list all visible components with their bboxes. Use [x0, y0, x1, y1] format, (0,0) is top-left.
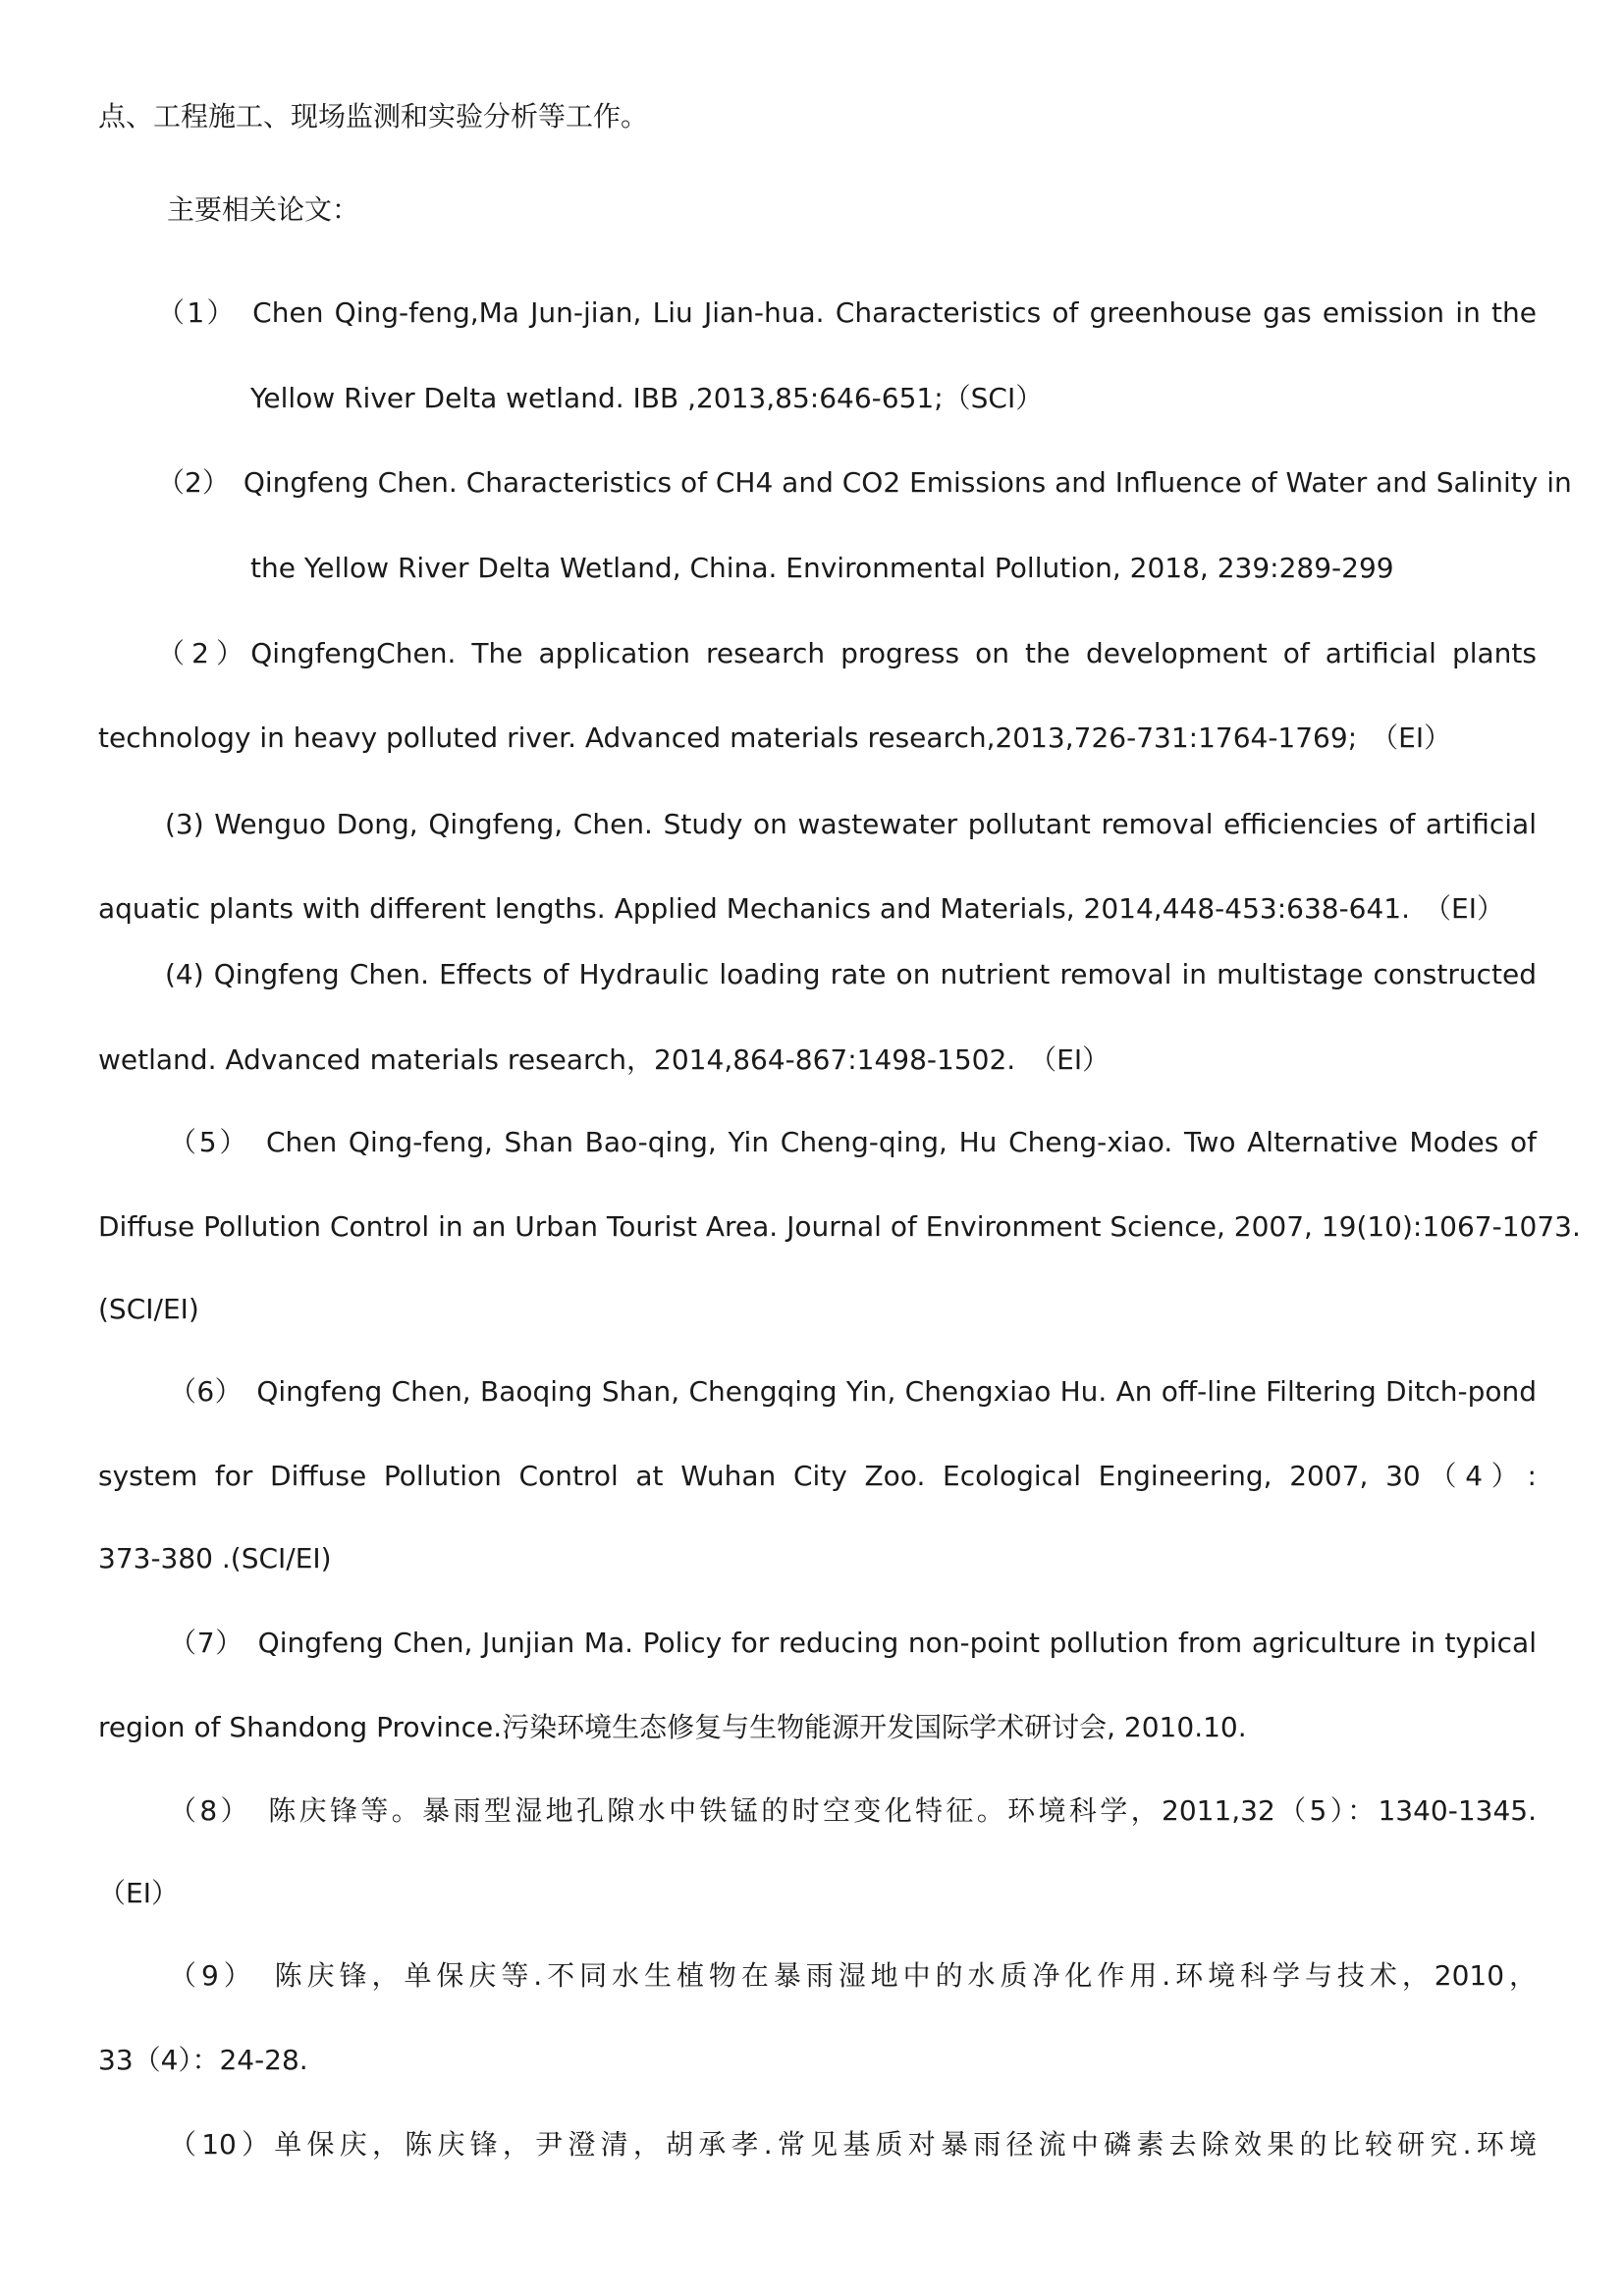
reference-5-line-1: （5） Chen Qing-feng, Shan Bao-qing, Yin Cheng-qing, Hu Cheng-xiao. Two Alternative Modes of	[169, 1126, 1537, 1158]
reference-4-line-2: wetland. Advanced materials research，2014,864-867:1498-1502. （EI）	[98, 1043, 1110, 1076]
reference-7-line-1: （7） Qingfeng Chen, Junjian Ma. Policy for reducing non-point pollution from agriculture in typical	[169, 1627, 1537, 1659]
reference-10-line-1: （10）单保庆，陈庆锋，尹澄清，胡承孝.常见基质对暴雨径流中磷素去除效果的比较研究.环境	[169, 2128, 1537, 2161]
reference-6-line-2: system for Diffuse Pollution Control at Wuhan City Zoo. Ecological Engineering, 2007, 30（4）:	[98, 1460, 1537, 1492]
reference-6-line-3: 373-380 .(SCI/EI)	[98, 1542, 332, 1575]
reference-9-line-1: （9） 陈庆锋，单保庆等.不同水生植物在暴雨湿地中的水质净化作用.环境科学与技术，2010，	[169, 1959, 1537, 1992]
reference-1-line-1: （1） Chen Qing-feng,Ma Jun-jian, Liu Jian-hua. Characteristics of greenhouse gas emission in the	[157, 296, 1537, 329]
reference-3-line-1: (3) Wenguo Dong, Qingfeng, Chen. Study on wastewater pollutant removal efficiencies of artificial	[165, 808, 1537, 840]
reference-2-line-2: the Yellow River Delta Wetland, China. Environmental Pollution, 2018, 239:289-299	[250, 552, 1394, 584]
intro-text: 点、工程施工、现场监测和实验分析等工作。	[98, 100, 649, 133]
reference-8-line-1: （8） 陈庆锋等。暴雨型湿地孔隙水中铁锰的时空变化特征。环境科学，2011,32（5）：1340-1345.	[169, 1794, 1537, 1827]
reference-2b-line-2: technology in heavy polluted river. Advanced materials research,2013,726-731:1764-1769; （EI）	[98, 721, 1452, 754]
reference-5-line-3: (SCI/EI)	[98, 1293, 199, 1325]
reference-2b-line-1: （2）QingfengChen. The application research progress on the development of artificial plants	[157, 637, 1537, 669]
reference-4-line-1: (4) Qingfeng Chen. Effects of Hydraulic loading rate on nutrient removal in multistage constructed	[165, 958, 1537, 990]
reference-5-line-2: Diffuse Pollution Control in an Urban Tourist Area. Journal of Environment Science, 2007, 19(10):1067-1073.	[98, 1210, 1581, 1243]
reference-9-line-2: 33（4）：24-28.	[98, 2044, 308, 2076]
reference-1-line-2: Yellow River Delta wetland. IBB ,2013,85:646-651;（SCI）	[250, 382, 1044, 414]
reference-2-line-1: （2） Qingfeng Chen. Characteristics of CH4 and CO2 Emissions and Influence of Water and Salinity in	[157, 466, 1572, 499]
section-heading: 主要相关论文：	[167, 193, 360, 226]
reference-8-line-2: （EI）	[98, 1877, 179, 1909]
reference-3-line-2: aquatic plants with different lengths. Applied Mechanics and Materials, 2014,448-453:638-641. （EI）	[98, 892, 1504, 925]
reference-6-line-1: （6） Qingfeng Chen, Baoqing Shan, Chengqing Yin, Chengxiao Hu. An off-line Filtering Ditch-pond	[169, 1375, 1537, 1408]
reference-7-line-2: region of Shandong Province.污染环境生态修复与生物能源开发国际学术研讨会, 2010.10.	[98, 1711, 1247, 1743]
